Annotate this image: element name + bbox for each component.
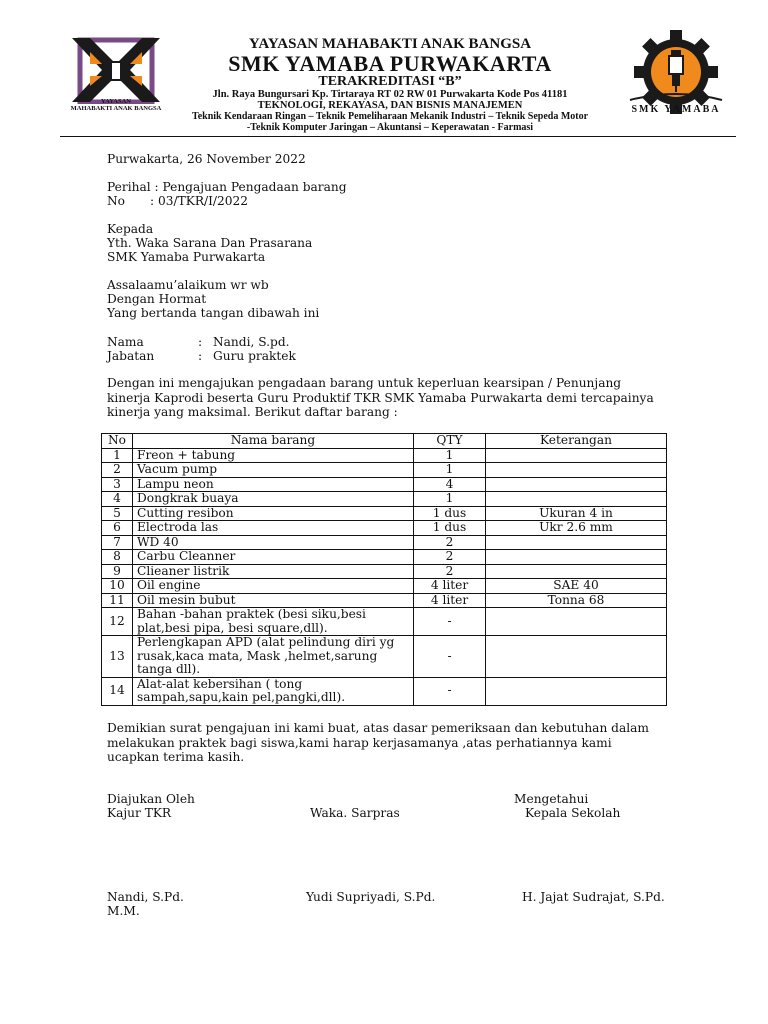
cell-item-name: Dongkrak buaya — [133, 492, 414, 507]
cell-qty: 2 — [414, 550, 486, 565]
cell-no: 5 — [102, 506, 133, 521]
position-label: Jabatan — [107, 349, 155, 363]
foundation-name: YAYASAN MAHABAKTI ANAK BANGSA — [248, 36, 532, 52]
cell-note: Ukr 2.6 mm — [486, 521, 667, 536]
signer-1-name: Nandi, S.Pd. — [107, 890, 184, 904]
cell-no: 11 — [102, 593, 133, 608]
cell-qty: 1 — [414, 463, 486, 478]
cell-qty: - — [414, 636, 486, 678]
table-row — [102, 636, 667, 678]
table-row — [102, 492, 667, 507]
majors-line-1: Teknik Kendaraan Ringan – Teknik Pemeliharaan Mekanik Industri – Teknik Sepeda Motor — [191, 111, 589, 122]
signer-3-role: Kepala Sekolah — [525, 806, 621, 820]
cell-qty: 1 dus — [414, 506, 486, 521]
name-label: Nama — [107, 335, 144, 349]
cell-qty: 2 — [414, 535, 486, 550]
table-row — [102, 677, 667, 705]
cell-item-name: Bahan -bahan praktek (besi siku,besi plat,besi pipa, besi square,dll). — [133, 608, 414, 636]
table-row — [102, 608, 667, 636]
logo-caption-line2: MAHABAKTI ANAK BANGSA — [70, 105, 162, 112]
subject: Perihal : Pengajuan Pengadaan barang — [107, 180, 347, 194]
undersigned: Yang bertanda tangan dibawah ini — [107, 306, 320, 320]
table-row — [102, 463, 667, 478]
table-row — [102, 521, 667, 536]
cell-item-name: Freon + tabung — [133, 448, 414, 463]
school-logo — [620, 30, 732, 120]
signer-1-role: Kajur TKR — [107, 806, 172, 820]
header-note: Keterangan — [486, 434, 667, 449]
accreditation: TERAKREDITASI “B” — [318, 74, 462, 89]
school-address: Jln. Raya Bungursari Kp. Tirtaraya RT 02 RW 01 Purwakarta Kode Pos 41181 — [212, 89, 568, 100]
cell-note: Ukuran 4 in — [486, 506, 667, 521]
cell-item-name: Cutting resibon — [133, 506, 414, 521]
items-table — [101, 433, 667, 706]
position-colon: : — [198, 349, 203, 363]
signer-2-role: Waka. Sarpras — [310, 806, 400, 820]
cell-qty: 1 — [414, 492, 486, 507]
cell-no: 13 — [102, 636, 133, 678]
cell-qty: 2 — [414, 564, 486, 579]
regards: Dengan Hormat — [107, 292, 207, 306]
table-header-row — [102, 434, 667, 449]
cell-no: 1 — [102, 448, 133, 463]
cell-item-name: Oil mesin bubut — [133, 593, 414, 608]
cell-no: 6 — [102, 521, 133, 536]
school-logo-caption: SMK YAMABA — [631, 104, 721, 115]
acknowledged-label: Mengetahui — [514, 792, 589, 806]
cell-item-name: Oil engine — [133, 579, 414, 594]
school-programs: TEKNOLOGI, REKAYASA, DAN BISNIS MANAJEMEN — [257, 100, 523, 111]
cell-no: 9 — [102, 564, 133, 579]
cell-item-name: Electroda las — [133, 521, 414, 536]
cell-note — [486, 535, 667, 550]
cell-note — [486, 608, 667, 636]
signer-2-name: Yudi Supriyadi, S.Pd. — [306, 890, 436, 904]
cell-note — [486, 477, 667, 492]
cell-qty: 1 — [414, 448, 486, 463]
position-value: Guru praktek — [213, 349, 296, 363]
cell-no: 7 — [102, 535, 133, 550]
cell-no: 2 — [102, 463, 133, 478]
cell-item-name: Lampu neon — [133, 477, 414, 492]
cell-note: Tonna 68 — [486, 593, 667, 608]
header-qty: QTY — [414, 434, 486, 449]
table-row — [102, 550, 667, 565]
cell-no: 8 — [102, 550, 133, 565]
cell-item-name: Alat-alat kebersihan ( tong sampah,sapu,kain pel,pangki,dll). — [133, 677, 414, 705]
cell-item-name: Perlengkapan APD (alat pelindung diri yg rusak,kaca mata, Mask ,helmet,sarung tanga dll). — [133, 636, 414, 678]
signer-3-name-continued: M.M. — [107, 904, 140, 918]
cell-no: 4 — [102, 492, 133, 507]
header-no: No — [102, 434, 133, 449]
logo-caption-line1: YAYASAN — [101, 98, 131, 105]
cell-qty: 4 liter — [414, 593, 486, 608]
cell-item-name: Clieaner listrik — [133, 564, 414, 579]
submitted-by-label: Diajukan Oleh — [107, 792, 195, 806]
cell-item-name: Carbu Cleanner — [133, 550, 414, 565]
cell-note — [486, 564, 667, 579]
cell-no: 14 — [102, 677, 133, 705]
place-date: Purwakarta, 26 November 2022 — [107, 152, 306, 166]
cell-note — [486, 550, 667, 565]
cell-note — [486, 492, 667, 507]
cell-qty: - — [414, 608, 486, 636]
table-row — [102, 506, 667, 521]
letter-number-value: : 03/TKR/I/2022 — [150, 194, 249, 208]
cell-note — [486, 677, 667, 705]
cell-item-name: Vacum pump — [133, 463, 414, 478]
cell-qty: 1 dus — [414, 521, 486, 536]
table-row — [102, 448, 667, 463]
cell-no: 12 — [102, 608, 133, 636]
letter-number-label: No — [107, 194, 126, 208]
name-value: Nandi, S.pd. — [213, 335, 290, 349]
intro-paragraph: Dengan ini mengajukan pengadaan barang untuk keperluan kearsipan / Penunjang kinerja Kaprodi beserta Guru Produktif TKR SMK Yamaba Purwakarta demi tercapainya kinerja yang maksimal. Berikut daftar barang : — [107, 376, 654, 419]
foundation-logo — [62, 34, 170, 114]
cell-note — [486, 463, 667, 478]
header-item-name: Nama barang — [133, 434, 414, 449]
cell-no: 3 — [102, 477, 133, 492]
to-label: Kepada — [107, 222, 154, 236]
cell-item-name: WD 40 — [133, 535, 414, 550]
greeting: Assalaamu’alaikum wr wb — [107, 278, 269, 292]
cell-qty: 4 liter — [414, 579, 486, 594]
majors-line-2: -Teknik Komputer Jaringan – Akuntansi – Keperawatan - Farmasi — [246, 122, 534, 133]
table-row — [102, 564, 667, 579]
closing-paragraph: Demikian surat pengajuan ini kami buat, atas dasar pemeriksaan dan kebutuhan dalam melakukan praktek bagi siswa,kami harap kerjasamanya ,atas perhatiannya kami ucapkan terima kasih. — [107, 721, 649, 764]
letterhead-divider — [60, 136, 736, 137]
cell-note — [486, 448, 667, 463]
recipient-line-2: SMK Yamaba Purwakarta — [107, 250, 266, 264]
cell-note — [486, 636, 667, 678]
recipient-line-1: Yth. Waka Sarana Dan Prasarana — [107, 236, 313, 250]
table-row — [102, 593, 667, 608]
cell-no: 10 — [102, 579, 133, 594]
cell-note: SAE 40 — [486, 579, 667, 594]
cell-qty: 4 — [414, 477, 486, 492]
signer-3-name: H. Jajat Sudrajat, S.Pd. — [522, 890, 665, 904]
foundation-emblem-icon — [62, 34, 170, 104]
school-name: SMK YAMABA PURWAKARTA — [228, 51, 552, 76]
table-row — [102, 535, 667, 550]
cell-qty: - — [414, 677, 486, 705]
table-row — [102, 579, 667, 594]
table-row — [102, 477, 667, 492]
name-colon: : — [198, 335, 203, 349]
